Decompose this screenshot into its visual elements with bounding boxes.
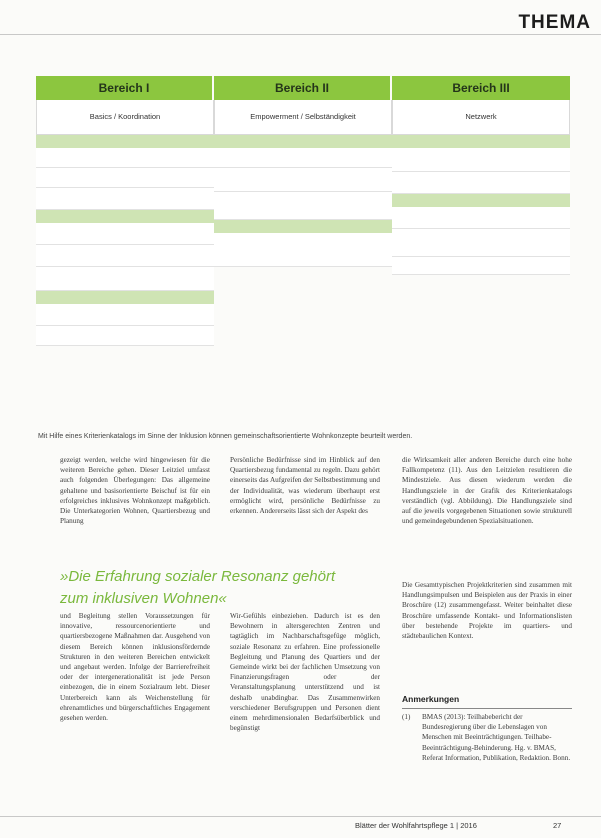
paragraph: und Begleitung stellen Voraussetzungen für innovative, ressourcenorientierte und quartiersbezogene Maßnahmen dar. Ausgehend von diesem Bereich können inklusionsfördernde Strukturen in den weiteren Bereichen entwickelt und angebaut werden. Infolge der Barrierefreiheit oder der intergenerationalität ist jede Person einbezogen, die in einem Sozialraum lebt. Dieser Unterbereich kann als Weichenstellung für ehrenamtliches und bürgerschaftliches Engagement gesehen werden. [60,612,210,723]
group-header [392,194,570,207]
column-bereich-2 [214,76,392,267]
table-cell [214,192,392,220]
page-number: 27 [553,821,562,830]
column-title: Bereich III [392,76,570,100]
table-cell [214,168,392,192]
header-divider [0,34,601,35]
body-column-1a [60,455,210,526]
notes-title: Anmerkungen [402,694,460,704]
criteria-table [36,76,570,426]
paragraph: die Wirksamkeit aller anderen Bereiche durch eine hohe Fallkompetenz (11). Aus den Leitzielen resultieren die Mindestziele. Aus diesen wiederum werden die Handlungsziele in der Grafik des Kriterienkatalogs verständlich (vgl. Abbildung). Die Handlungsziele sind auf die jeweils vorgegebenen Situationen sowie strukturell und gemeindegebundenen Spezialsituationen. [402,456,572,526]
group-header [392,135,570,148]
paragraph: Die Gesamttypischen Projektkriterien sind zusammen mit Handlungsimpulsen und Beispielen aus der Praxis in einer Broschüre (12) zusammengefasst. Weiter beinhaltet diese Broschüre umfassende Kontakt- und Informationslisten über bestehende Projekte im quartiers- und städtebaulichen Kontext. [402,581,572,641]
group-header [214,135,392,148]
figure-caption: Mit Hilfe eines Kriterienkatalogs im Sinne der Inklusion können gemeinschaftsorientierte Wohnkonzepte beurteilt werden. [38,433,413,440]
note-item [402,712,572,763]
table-cell [392,207,570,229]
body-column-1b [60,611,210,723]
footer-divider [0,816,601,817]
table-cell [36,188,214,210]
body-column-2b [230,611,380,733]
column-title: Bereich I [36,76,214,100]
table-cell [36,168,214,188]
group-header [36,210,214,223]
column-subtitle: Basics / Koordination [36,100,214,135]
column-subtitle: Empowerment / Selbständigkeit [214,100,392,135]
body-column-3b [402,580,572,641]
journal-name: Blätter der Wohlfahrtspflege 1 | 2016 [355,821,477,830]
body-column-3a [402,455,572,526]
table-cell [214,233,392,267]
paragraph: Wir-Gefühls einbeziehen. Dadurch ist es den Bewohnern in altersgerechten Zentren und tagtäglich im Nachbarschaftsgefüge möglich, soziale Resonanz zu erfahren. Eine professionelle Begleitung und Planung des Quartiers und der Gemeinde wirkt bei der fachlichen Umsetzung von Finanzierungsfragen oder der Veranstaltungsplanung unterstützend und ist deshalb unabdingbar. Das Zusammenwirken verschiedener Berufsgruppen und Personen dient einem mehrdimensionalen Bedarfsüberblick und begünstigt [230,612,380,733]
column-bereich-1 [36,76,214,346]
group-header [36,135,214,148]
paragraph: gezeigt werden, welche wird hingewiesen für die weiteren Bereiche gehen. Dieser Leitziel umfasst auch folgenden Überlegungen: Das allgemeine gehaltene und basisorientierte Beischuf ist für ein erfolgreiches inklusives Wohnkonzept maßgeblich. Die Unterkategorien Wohnen, Quartiersbezug und Planung [60,456,210,526]
table-cell [36,304,214,326]
column-bereich-3 [392,76,570,275]
table-cell [36,267,214,291]
table-cell [36,245,214,267]
table-cell [392,257,570,275]
note-number: (1) [402,713,411,721]
table-cell [214,148,392,168]
paragraph: Persönliche Bedürfnisse sind im Hinblick auf den Quartiersbezug fundamental zu regeln. Dazu gehört einerseits das Aufgreifen der Selbstbestimmung und der Individualität, was wiederum überhaupt erst ermöglicht wird, persönliche Bedürfnisse zu erkennen. Andererseits lässt sich der Aspekt des [230,456,380,516]
group-header [36,291,214,304]
table-cell [392,229,570,257]
table-cell [36,223,214,245]
table-cell [392,172,570,194]
body-column-2a [230,455,380,516]
table-cell [392,148,570,172]
column-title: Bereich II [214,76,392,100]
table-cell [36,326,214,346]
column-subtitle: Netzwerk [392,100,570,135]
table-cell [36,148,214,168]
section-label: THEMA [518,12,591,33]
notes-divider [402,708,572,709]
pull-quote: »Die Erfahrung sozialer Resonanz gehört zum inklusiven Wohnen« [60,568,336,607]
note-text: BMAS (2013): Teilhabebericht der Bundesregierung über die Lebenslagen von Menschen mit Beeinträchtigungen. Teilhabe-Beeinträchtigung-Behinderung. Hg. v. BMAS, Referat Information, Publikation, Redaktion. Bonn. [422,713,571,762]
group-header [214,220,392,233]
